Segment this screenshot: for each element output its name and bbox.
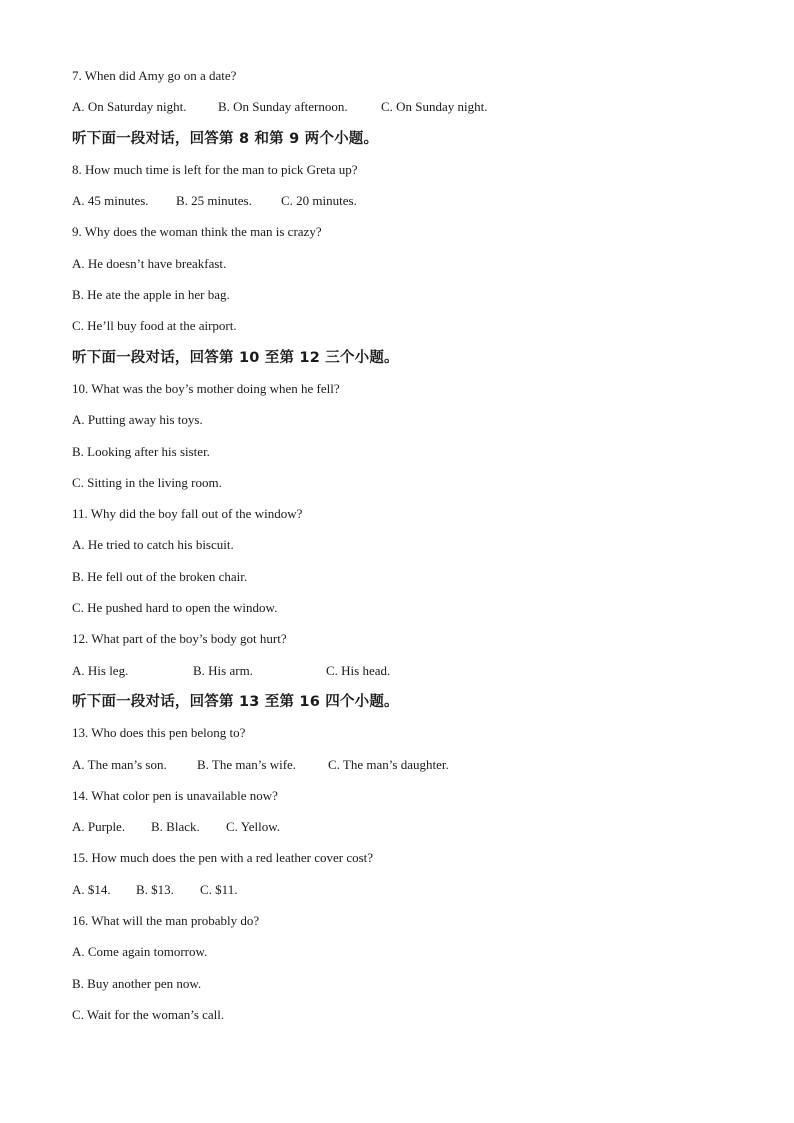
question-13-stem: 13. Who does this pen belong to?: [72, 725, 246, 741]
q13-option-a: A. The man’s son.: [72, 756, 167, 772]
q12-option-c: C. His head.: [326, 662, 391, 678]
q7-option-b: B. On Sunday afternoon.: [218, 99, 348, 115]
q14-option-b: B. Black.: [151, 819, 200, 835]
question-8-options: [72, 191, 752, 222]
q8-option-a: A. 45 minutes.: [72, 193, 149, 209]
q12-option-b: B. His arm.: [193, 662, 253, 678]
question-15-options: [72, 880, 752, 911]
question-13-options: [72, 755, 752, 786]
section-heading-10-12: 听下面一段对话，回答第 10 至第 12 三个小题。: [72, 349, 399, 366]
q7-option-c: C. On Sunday night.: [381, 99, 488, 115]
q10-option-c: C. Sitting in the living room.: [72, 474, 222, 490]
question-12-options: [72, 661, 752, 692]
question-7-stem: 7. When did Amy go on a date?: [72, 68, 237, 83]
q15-option-b: B. $13.: [136, 881, 174, 897]
q8-option-c: C. 20 minutes.: [281, 193, 357, 209]
q15-option-c: C. $11.: [200, 881, 238, 897]
q13-option-b: B. The man’s wife.: [197, 756, 297, 772]
q9-option-b: B. He ate the apple in her bag.: [72, 287, 230, 303]
q14-option-c: C. Yellow.: [226, 819, 281, 835]
section-heading-13-16: 听下面一段对话，回答第 13 至第 16 四个小题。: [72, 693, 399, 710]
q16-option-a: A. Come again tomorrow.: [72, 944, 208, 960]
q11-option-a: A. He tried to catch his biscuit.: [72, 537, 234, 553]
question-12-stem: 12. What part of the boy’s body got hurt?: [72, 631, 287, 647]
q10-option-a: A. Putting away his toys.: [72, 412, 203, 428]
q9-option-a: A. He doesn’t have breakfast.: [72, 255, 227, 271]
exam-page: [72, 66, 752, 1036]
q15-option-a: A. $14.: [72, 881, 111, 897]
q9-option-c: C. He’ll buy food at the airport.: [72, 318, 237, 334]
q16-option-c: C. Wait for the woman’s call.: [72, 1006, 225, 1022]
q16-option-b: B. Buy another pen now.: [72, 975, 202, 991]
question-15-stem: 15. How much does the pen with a red leather cover cost?: [72, 850, 374, 866]
question-11-stem: 11. Why did the boy fall out of the window?: [72, 506, 303, 522]
q12-option-a: A. His leg.: [72, 662, 129, 678]
q7-option-a: A. On Saturday night.: [72, 99, 187, 115]
q11-option-c: C. He pushed hard to open the window.: [72, 600, 278, 616]
question-9-stem: 9. Why does the woman think the man is crazy?: [72, 224, 322, 240]
q10-option-b: B. Looking after his sister.: [72, 443, 210, 459]
question-16-stem: 16. What will the man probably do?: [72, 913, 260, 929]
question-14-options: [72, 817, 752, 848]
q11-option-b: B. He fell out of the broken chair.: [72, 568, 248, 584]
q8-option-b: B. 25 minutes.: [176, 193, 252, 209]
q14-option-a: A. Purple.: [72, 819, 126, 835]
section-heading-8-9: 听下面一段对话，回答第 8 和第 9 两个小题。: [72, 130, 379, 147]
q13-option-c: C. The man’s daughter.: [328, 756, 449, 772]
question-7-options: [72, 97, 752, 128]
question-10-stem: 10. What was the boy’s mother doing when he fell?: [72, 380, 340, 396]
question-14-stem: 14. What color pen is unavailable now?: [72, 787, 278, 803]
question-8-stem: 8. How much time is left for the man to pick Greta up?: [72, 161, 358, 177]
